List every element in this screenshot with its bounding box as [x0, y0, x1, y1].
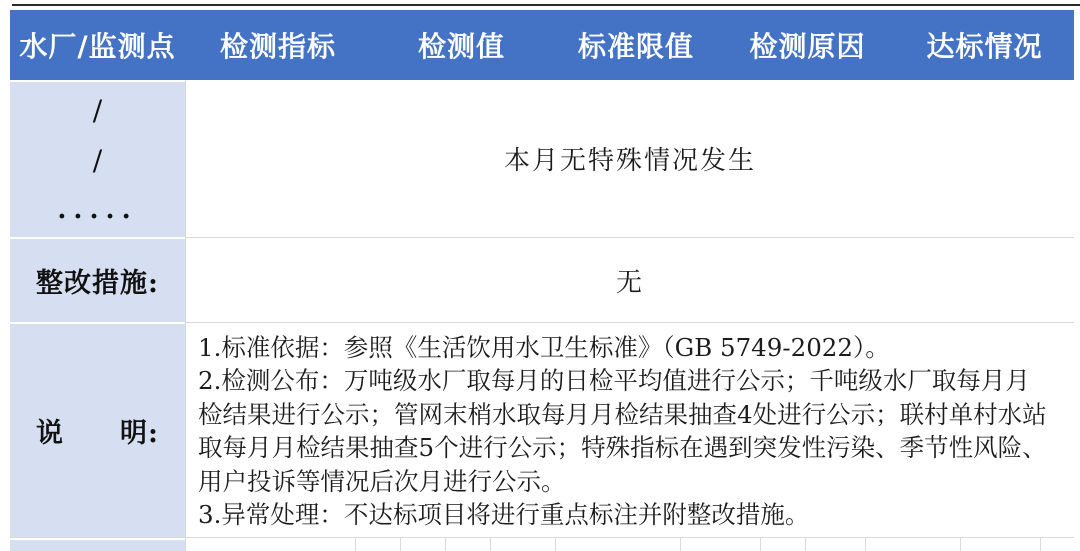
note-line-3: 检结果进行公示；管网末梢水取每月月检结果抽查4处进行公示；联村单村水站	[198, 399, 1047, 429]
top-border-rule	[12, 4, 1080, 6]
partial-col-divider	[445, 538, 446, 551]
notes-text-block	[186, 325, 1074, 536]
partial-col-divider	[865, 538, 866, 551]
partial-col-divider	[760, 538, 761, 551]
rectification-value: 无	[615, 267, 644, 298]
header-cell-plant-point: 水厂/监测点	[19, 30, 176, 63]
special-situation-message: 本月无特殊情况发生	[503, 146, 756, 176]
note-line-6: 3.异常处理：不达标项目将进行重点标注并附整改措施。	[198, 500, 810, 529]
header-cell-compliance: 达标情况	[926, 30, 1043, 63]
table-header-row	[10, 10, 1074, 80]
partial-col-divider	[490, 538, 491, 551]
notes-content-cell	[185, 322, 1074, 537]
header-cell-indicator: 检测指标	[219, 30, 336, 63]
header-cell-reason: 检测原因	[749, 30, 866, 63]
partial-col-divider	[185, 538, 186, 551]
rectification-value-cell	[185, 237, 1074, 322]
plant-point-ellipsis: .....	[57, 194, 138, 225]
note-line-2: 2.检测公布：万吨级水厂取每月的日检平均值进行公示；千吨级水厂取每月月	[198, 366, 1030, 395]
partial-col-divider	[960, 538, 961, 551]
partial-col-divider	[355, 538, 356, 551]
plant-point-placeholder-1: /	[92, 93, 103, 127]
plant-point-placeholder-2: /	[92, 143, 103, 177]
table-row-rectification	[10, 237, 1074, 322]
special-situation-cell	[185, 80, 1074, 237]
partial-col-divider	[1040, 538, 1041, 551]
note-line-5: 用户投诉等情况后次月进行公示。	[198, 466, 566, 496]
partial-col-divider	[805, 538, 806, 551]
partial-next-row-label-block	[10, 538, 185, 551]
partial-next-row	[10, 537, 1074, 550]
note-line-4: 取每月月检结果抽查5个进行公示；特殊指标在遇到突发性污染、季节性风险、	[198, 433, 1047, 462]
header-cell-standard-limit: 标准限值	[577, 30, 694, 63]
partial-col-divider	[680, 538, 681, 551]
note-line-1: 1.标准依据：参照《生活饮用水卫生标准》（GB 5749-2022）。	[198, 332, 890, 362]
partial-col-divider	[555, 538, 556, 551]
table-row-special-situation	[10, 80, 1074, 237]
partial-col-divider	[400, 538, 401, 551]
notes-label-cell	[10, 322, 185, 537]
header-cell-value: 检测值	[417, 30, 505, 63]
notes-label: 说 明:	[36, 418, 159, 449]
rectification-label: 整改措施:	[36, 268, 159, 299]
table-row-notes	[10, 322, 1074, 537]
rectification-label-cell	[10, 237, 185, 322]
monitoring-result-table	[10, 10, 1074, 550]
plant-point-cell	[10, 80, 185, 237]
